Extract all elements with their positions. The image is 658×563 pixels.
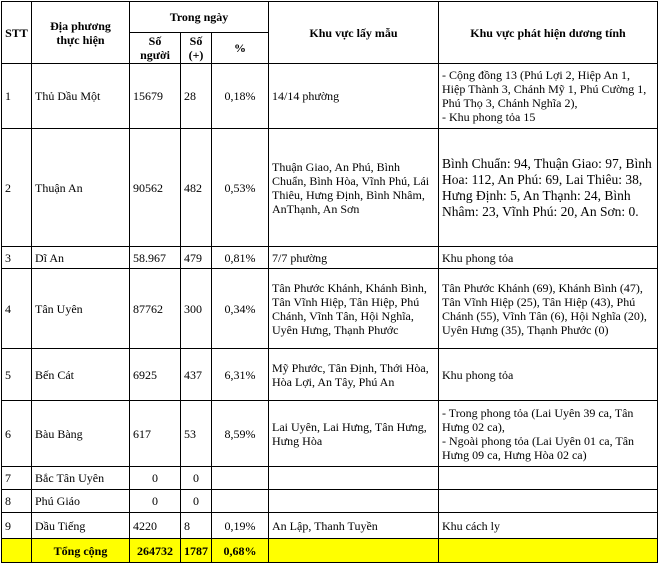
cell-locality: Thủ Dầu Một bbox=[32, 64, 130, 129]
total-row bbox=[2, 539, 658, 563]
cell-locality: Bàu Bàng bbox=[32, 401, 130, 467]
header-locality: Địa phương thực hiện bbox=[32, 2, 130, 64]
table-row bbox=[2, 64, 658, 129]
header-positive-area: Khu vực phát hiện dương tính bbox=[439, 2, 658, 64]
cell-positive: 300 bbox=[181, 269, 212, 349]
cell-people: 4220 bbox=[130, 513, 181, 539]
cell-locality: Dĩ An bbox=[32, 247, 130, 269]
cell-people: 0 bbox=[130, 490, 181, 513]
cell-positive: 8 bbox=[181, 513, 212, 539]
table-row bbox=[2, 513, 658, 539]
table-row bbox=[2, 401, 658, 467]
cell-people: 90562 bbox=[130, 129, 181, 247]
covid-testing-table bbox=[1, 1, 658, 563]
cell-sampling: Tân Phước Khánh, Khánh Bình, Tân Vĩnh Hiệp, Tân Hiệp, Phú Chánh, Vĩnh Tân, Hội Nghĩa, Uyên Hưng, Thạnh Phước bbox=[269, 269, 439, 349]
cell-locality: Bắc Tân Uyên bbox=[32, 467, 130, 490]
cell-stt: 7 bbox=[2, 467, 32, 490]
header-in-day: Trong ngày bbox=[130, 2, 269, 33]
total-label: Tổng cộng bbox=[32, 539, 130, 563]
table-row bbox=[2, 247, 658, 269]
cell-sampling: Mỹ Phước, Tân Định, Thới Hòa, Hòa Lợi, An Tây, Phú An bbox=[269, 349, 439, 401]
cell-percent: 8,59% bbox=[212, 401, 269, 467]
cell-found: Khu phong tỏa bbox=[439, 247, 658, 269]
cell-percent: 0,53% bbox=[212, 129, 269, 247]
cell-found bbox=[439, 467, 658, 490]
cell-people: 15679 bbox=[130, 64, 181, 129]
cell-positive: 437 bbox=[181, 349, 212, 401]
cell-stt: 4 bbox=[2, 269, 32, 349]
table-row bbox=[2, 467, 658, 490]
cell-sampling bbox=[269, 490, 439, 513]
cell-stt: 5 bbox=[2, 349, 32, 401]
cell-people: 0 bbox=[130, 467, 181, 490]
cell-people: 58.967 bbox=[130, 247, 181, 269]
cell-found: Khu cách ly bbox=[439, 513, 658, 539]
cell-found: Bình Chuẩn: 94, Thuận Giao: 97, Bình Hoa: 112, An Phú: 69, Lai Thiêu: 38, Hưng Định: 5, An Thạnh: 24, Bình Nhâm: 23, Vĩnh Phú: 20, An Sơn: 0. bbox=[439, 129, 658, 247]
table-row bbox=[2, 490, 658, 513]
cell-locality: Tân Uyên bbox=[32, 269, 130, 349]
header-positive: Số (+) bbox=[181, 33, 212, 64]
cell-locality: Dầu Tiếng bbox=[32, 513, 130, 539]
cell-positive: 0 bbox=[181, 467, 212, 490]
cell-sampling bbox=[269, 467, 439, 490]
cell-percent: 0,34% bbox=[212, 269, 269, 349]
cell-found: - Trong phong tỏa (Lai Uyên 39 ca, Tân Hưng 02 ca), - Ngoài phong tỏa (Lai Uyên 01 ca, Tân Hưng 09 ca, Hưng Hòa 02 ca) bbox=[439, 401, 658, 467]
cell-found: - Cộng đồng 13 (Phú Lợi 2, Hiệp An 1, Hiệp Thành 3, Chánh Mỹ 1, Phú Cường 1, Phú Thọ 3, Chánh Nghĩa 2), - Khu phong tỏa 15 bbox=[439, 64, 658, 129]
cell-people: 87762 bbox=[130, 269, 181, 349]
cell-positive: 482 bbox=[181, 129, 212, 247]
cell-people: 617 bbox=[130, 401, 181, 467]
cell-sampling: An Lập, Thanh Tuyền bbox=[269, 513, 439, 539]
cell-sampling: 14/14 phường bbox=[269, 64, 439, 129]
cell-stt: 2 bbox=[2, 129, 32, 247]
cell-total-empty bbox=[269, 539, 439, 563]
cell-percent: 6,31% bbox=[212, 349, 269, 401]
cell-sampling: 7/7 phường bbox=[269, 247, 439, 269]
table-row bbox=[2, 269, 658, 349]
cell-percent: 0,18% bbox=[212, 64, 269, 129]
cell-locality: Bến Cát bbox=[32, 349, 130, 401]
cell-stt: 8 bbox=[2, 490, 32, 513]
cell-positive: 0 bbox=[181, 490, 212, 513]
header-people: Số người bbox=[130, 33, 181, 64]
cell-found: Tân Phước Khánh (69), Khánh Bình (47), Tân Vĩnh Hiệp (25), Tân Hiệp (43), Phú Chánh (55), Vĩnh Tân (6), Hội Nghĩa (20), Uyên Hưng (35), Thạnh Phước (0) bbox=[439, 269, 658, 349]
cell-locality: Phú Giáo bbox=[32, 490, 130, 513]
cell-total-empty bbox=[2, 539, 32, 563]
total-people: 264732 bbox=[130, 539, 181, 563]
cell-locality: Thuận An bbox=[32, 129, 130, 247]
total-positive: 1787 bbox=[181, 539, 212, 563]
cell-percent: 0,19% bbox=[212, 513, 269, 539]
table-row bbox=[2, 349, 658, 401]
table-row bbox=[2, 129, 658, 247]
cell-stt: 3 bbox=[2, 247, 32, 269]
cell-stt: 1 bbox=[2, 64, 32, 129]
cell-found bbox=[439, 490, 658, 513]
total-percent: 0,68% bbox=[212, 539, 269, 563]
cell-percent bbox=[212, 490, 269, 513]
header-percent: % bbox=[212, 33, 269, 64]
cell-positive: 28 bbox=[181, 64, 212, 129]
cell-sampling: Thuận Giao, An Phú, Bình Chuẩn, Bình Hòa, Vĩnh Phú, Lái Thiêu, Hưng Định, Bình Nhâm, AnThạnh, An Sơn bbox=[269, 129, 439, 247]
cell-stt: 9 bbox=[2, 513, 32, 539]
cell-total-empty bbox=[439, 539, 658, 563]
cell-stt: 6 bbox=[2, 401, 32, 467]
cell-found: Khu phong tỏa bbox=[439, 349, 658, 401]
header-sampling-area: Khu vực lấy mẫu bbox=[269, 2, 439, 64]
cell-positive: 479 bbox=[181, 247, 212, 269]
cell-positive: 53 bbox=[181, 401, 212, 467]
header-stt: STT bbox=[2, 2, 32, 64]
cell-people: 6925 bbox=[130, 349, 181, 401]
cell-percent bbox=[212, 467, 269, 490]
cell-percent: 0,81% bbox=[212, 247, 269, 269]
cell-sampling: Lai Uyên, Lai Hưng, Tân Hưng, Hưng Hòa bbox=[269, 401, 439, 467]
